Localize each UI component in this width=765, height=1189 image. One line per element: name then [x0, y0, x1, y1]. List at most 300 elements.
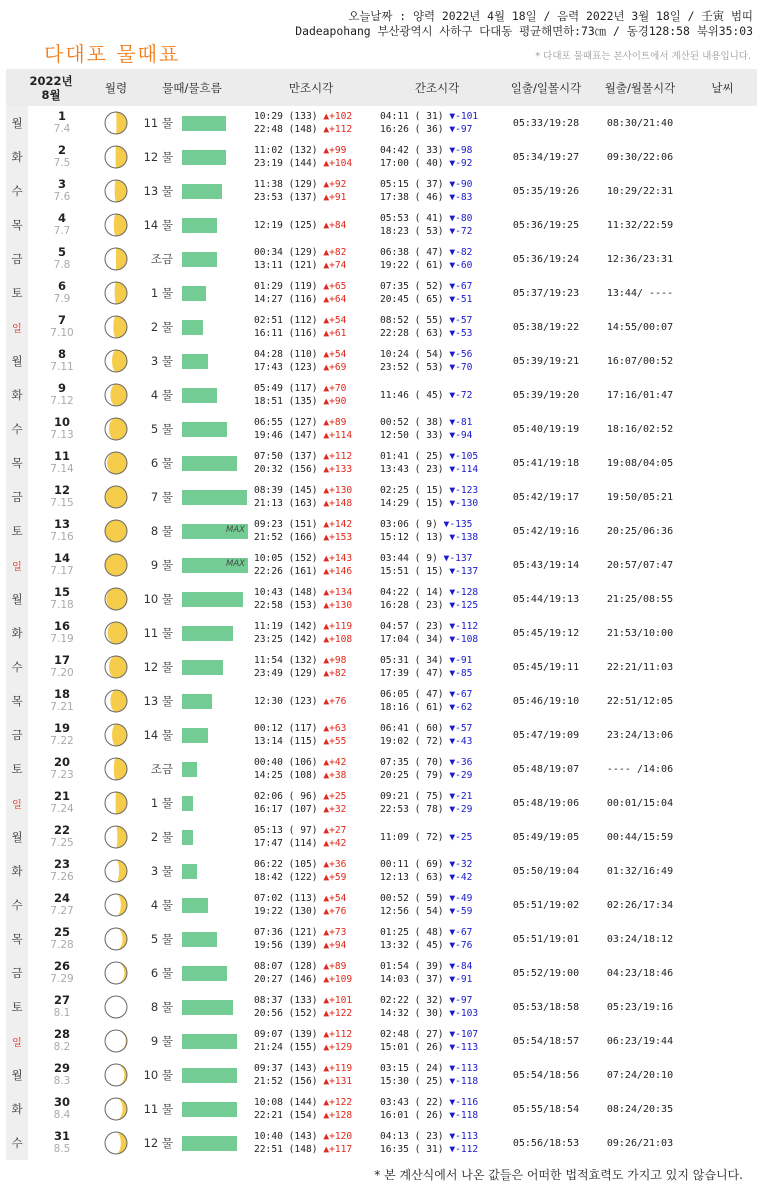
- day-of-week: 목: [6, 208, 28, 242]
- high-tide-cell: [248, 650, 374, 684]
- day-of-week: 토: [6, 276, 28, 310]
- low-tide-time: 04:57 ( 23): [380, 621, 444, 632]
- low-tide-time: 07:35 ( 52): [380, 281, 444, 292]
- moon-phase-icon: [96, 242, 136, 276]
- high-tide-diff: ▲+27: [323, 825, 347, 836]
- high-tide-diff: ▲+133: [323, 464, 353, 475]
- moon-phase-icon: [96, 140, 136, 174]
- date-cell: [28, 140, 96, 174]
- high-tide-diff: ▲+101: [323, 995, 353, 1006]
- tide-phase-name: 2 물: [150, 320, 173, 334]
- sunrise-sunset: 05:38/19:22: [512, 321, 580, 333]
- lunar-date: 7.20: [50, 667, 74, 679]
- moon-phase-icon: [96, 582, 136, 616]
- low-tide-diff: ▼-29: [449, 770, 473, 781]
- lunar-date: 8.5: [53, 1143, 71, 1155]
- moon-phase-icon: [96, 1092, 136, 1126]
- high-tide-diff: ▲+143: [323, 553, 353, 564]
- sunrise-sunset: 05:39/19:20: [512, 389, 580, 401]
- tide-phase-name: 4 물: [150, 898, 173, 912]
- day-of-week: 목: [6, 684, 28, 718]
- high-tide-time: 13:14 (115): [254, 736, 318, 747]
- table-header: [6, 69, 757, 106]
- table-row: [6, 650, 757, 684]
- sunrise-sunset: 05:35/19:26: [512, 185, 580, 197]
- day-of-week: 화: [6, 1092, 28, 1126]
- low-tide-diff: ▼-72: [449, 389, 473, 401]
- low-tide-time: 00:52 ( 59): [380, 893, 444, 904]
- table-row: [6, 786, 757, 820]
- tide-flow-bar: [182, 150, 226, 165]
- tide-flow-cell: [136, 922, 248, 956]
- solar-day: 31: [53, 1129, 70, 1143]
- low-tide-time: 16:01 ( 26): [380, 1110, 444, 1121]
- low-tide-time: 20:45 ( 65): [380, 294, 444, 305]
- high-tide-diff: ▲+112: [323, 1029, 353, 1040]
- high-tide-diff: ▲+63: [323, 723, 347, 734]
- low-tide-diff: ▼-105: [449, 451, 479, 462]
- tide-flow-bar: [182, 354, 208, 369]
- table-row: [6, 276, 757, 310]
- high-tide-cell: [248, 1024, 374, 1058]
- high-tide-time: 06:22 (105): [254, 859, 318, 870]
- solar-day: 30: [53, 1095, 70, 1109]
- tide-flow-bar: [182, 218, 217, 233]
- low-tide-diff: ▼-103: [449, 1008, 479, 1019]
- lunar-date: 7.12: [50, 395, 74, 407]
- low-tide-time: 05:53 ( 41): [380, 213, 444, 224]
- low-tide-cell: [374, 446, 500, 480]
- tide-flow-cell: [136, 310, 248, 344]
- solar-day: 21: [53, 789, 70, 803]
- tide-flow-bar: [182, 1034, 237, 1049]
- moonrise-moonset: 06:23/19:44: [606, 1035, 674, 1047]
- low-tide-cell: [374, 956, 500, 990]
- high-tide-cell: [248, 684, 374, 718]
- low-tide-diff: ▼-56: [449, 349, 473, 360]
- low-tide-cell: [374, 1126, 500, 1160]
- high-tide-time: 16:17 (107): [254, 804, 318, 815]
- low-tide-time: 15:01 ( 26): [380, 1042, 444, 1053]
- date-cell: [28, 718, 96, 752]
- high-tide-diff: ▲+91: [323, 192, 347, 203]
- moon-phase-icon: [96, 990, 136, 1024]
- sunrise-sunset: 05:42/19:16: [512, 525, 580, 537]
- table-row: [6, 990, 757, 1024]
- moonrise-moonset: 04:23/18:46: [606, 967, 674, 979]
- high-tide-diff: ▲+119: [323, 621, 353, 632]
- low-tide-diff: ▼-84: [449, 961, 473, 972]
- table-row: [6, 344, 757, 378]
- high-tide-diff: ▲+61: [323, 328, 347, 339]
- tide-flow-cell: [136, 956, 248, 990]
- high-tide-time: 19:46 (147): [254, 430, 318, 441]
- day-of-week: 금: [6, 480, 28, 514]
- moonrise-moonset: 16:07/00:52: [606, 355, 674, 367]
- table-row: [6, 140, 757, 174]
- low-tide-time: 03:43 ( 22): [380, 1097, 444, 1108]
- date-cell: [28, 820, 96, 854]
- tide-phase-name: 7 물: [150, 490, 173, 504]
- table-row: [6, 956, 757, 990]
- high-tide-diff: ▲+65: [323, 281, 347, 292]
- day-of-week: 화: [6, 616, 28, 650]
- day-of-week: 수: [6, 174, 28, 208]
- year-month-header: 2022년 8월: [6, 69, 96, 106]
- day-of-week: 목: [6, 446, 28, 480]
- solar-day: 17: [53, 653, 70, 667]
- high-tide-time: 08:37 (133): [254, 995, 318, 1006]
- tide-flow-bar: [182, 490, 247, 505]
- low-tide-time: 05:15 ( 37): [380, 179, 444, 190]
- high-tide-diff: ▲+69: [323, 362, 347, 373]
- moon-phase-icon: [96, 1126, 136, 1160]
- low-tide-cell: [374, 106, 500, 140]
- low-tide-time: 04:13 ( 23): [380, 1131, 444, 1142]
- low-tide-diff: ▼-135: [443, 519, 473, 530]
- low-tide-time: 17:04 ( 34): [380, 634, 444, 645]
- high-tide-cell: [248, 752, 374, 786]
- moon-phase-icon: [96, 684, 136, 718]
- low-tide-diff: ▼-51: [449, 294, 473, 305]
- low-tide-diff: ▼-72: [449, 226, 473, 237]
- low-tide-diff: ▼-49: [449, 893, 473, 904]
- tide-flow-bar: [182, 1136, 237, 1151]
- moonrise-moonset: 09:30/22:06: [606, 151, 674, 163]
- low-tide-diff: ▼-57: [449, 723, 473, 734]
- moonrise-moonset: ---- /14:06: [606, 763, 674, 775]
- low-tide-diff: ▼-42: [449, 872, 473, 883]
- weather-cell: [688, 344, 757, 378]
- lunar-date: 7.28: [50, 939, 74, 951]
- tide-phase-name: 조금: [150, 762, 173, 776]
- low-tide-time: 03:44 ( 9): [380, 553, 438, 564]
- tide-flow-cell: [136, 616, 248, 650]
- date-cell: [28, 582, 96, 616]
- weather-cell: [688, 582, 757, 616]
- moonrise-moonset: 17:16/01:47: [606, 389, 674, 401]
- day-of-week: 월: [6, 1058, 28, 1092]
- low-tide-time: 02:48 ( 27): [380, 1029, 444, 1040]
- high-tide-diff: ▲+117: [323, 1144, 353, 1155]
- weather-cell: [688, 990, 757, 1024]
- solar-day: 12: [53, 483, 70, 497]
- tide-phase-name: 3 물: [150, 354, 173, 368]
- high-tide-diff: ▲+146: [323, 566, 353, 577]
- high-tide-diff: ▲+59: [323, 872, 347, 883]
- weather-cell: [688, 446, 757, 480]
- date-cell: [28, 854, 96, 888]
- moon-phase-icon: [96, 480, 136, 514]
- low-tide-cell: [374, 684, 500, 718]
- high-tide-cell: [248, 106, 374, 140]
- weather-cell: [688, 514, 757, 548]
- high-tide-cell: [248, 208, 374, 242]
- tide-flow-bar: [182, 762, 197, 777]
- high-tide-diff: ▲+90: [323, 396, 347, 407]
- low-tide-diff: ▼-83: [449, 192, 473, 203]
- low-tide-cell: [374, 208, 500, 242]
- date-cell: [28, 446, 96, 480]
- sunrise-sunset: 05:51/19:01: [512, 933, 580, 945]
- solar-day: 20: [53, 755, 70, 769]
- weather-cell: [688, 208, 757, 242]
- high-tide-cell: [248, 956, 374, 990]
- high-tide-diff: ▲+92: [323, 179, 347, 190]
- high-tide-time: 20:56 (152): [254, 1008, 318, 1019]
- day-of-week: 월: [6, 582, 28, 616]
- moon-phase-icon: [96, 922, 136, 956]
- tide-flow-cell: [136, 582, 248, 616]
- tide-flow-bar: [182, 422, 227, 437]
- low-tide-time: 15:30 ( 25): [380, 1076, 444, 1087]
- lunar-date: 8.2: [53, 1041, 71, 1053]
- weather-cell: [688, 1126, 757, 1160]
- date-cell: [28, 412, 96, 446]
- max-label: MAX: [226, 524, 245, 535]
- solar-day: 4: [57, 211, 66, 225]
- sunrise-sunset: 05:41/19:18: [512, 457, 580, 469]
- table-row: [6, 310, 757, 344]
- tide-flow-bar: [182, 694, 212, 709]
- high-tide-cell: [248, 446, 374, 480]
- lunar-date: 7.29: [50, 973, 74, 985]
- solar-day: 1: [57, 109, 66, 123]
- tide-phase-name: 14 물: [143, 218, 173, 232]
- sunrise-sunset: 05:48/19:07: [512, 763, 580, 775]
- low-tide-diff: ▼-60: [449, 260, 473, 271]
- table-row: [6, 1092, 757, 1126]
- sunrise-sunset: 05:51/19:02: [512, 899, 580, 911]
- low-tide-cell: [374, 174, 500, 208]
- low-tide-time: 22:28 ( 63): [380, 328, 444, 339]
- low-tide-time: 04:11 ( 31): [380, 111, 444, 122]
- weather-cell: [688, 752, 757, 786]
- moon-phase-icon: [96, 208, 136, 242]
- high-tide-time: 12:19 (125): [254, 219, 318, 231]
- date-cell: [28, 106, 96, 140]
- tide-flow-cell: [136, 412, 248, 446]
- lunar-date: 8.1: [53, 1007, 71, 1019]
- low-tide-diff: ▼-32: [449, 859, 473, 870]
- sunrise-sunset: 05:39/19:21: [512, 355, 580, 367]
- day-of-week: 토: [6, 752, 28, 786]
- weather-cell: [688, 378, 757, 412]
- high-tide-time: 23:19 (144): [254, 158, 318, 169]
- low-tide-time: 11:46 ( 45): [380, 389, 444, 401]
- high-tide-cell: [248, 548, 374, 582]
- date-cell: [28, 548, 96, 582]
- low-tide-diff: ▼-108: [449, 634, 479, 645]
- low-tide-diff: ▼-138: [449, 532, 479, 543]
- moonrise-moonset: 03:24/18:12: [606, 933, 674, 945]
- sunrise-sunset: 05:50/19:04: [512, 865, 580, 877]
- high-tide-diff: ▲+128: [323, 1110, 353, 1121]
- weather-cell: [688, 174, 757, 208]
- high-tide-diff: ▲+25: [323, 791, 347, 802]
- today-date-line: 오늘날짜 : 양력 2022년 4월 18일 / 음력 2022년 3월 18일 / 壬寅 범띠: [348, 9, 753, 23]
- high-tide-diff: ▲+70: [323, 383, 347, 394]
- high-tide-time: 02:06 ( 96): [254, 791, 318, 802]
- weather-cell: [688, 854, 757, 888]
- lunar-date: 7.21: [50, 701, 74, 713]
- low-tide-cell: [374, 242, 500, 276]
- weather-cell: [688, 480, 757, 514]
- date-cell: [28, 1024, 96, 1058]
- date-cell: [28, 1058, 96, 1092]
- high-tide-time: 10:40 (143): [254, 1131, 318, 1142]
- high-tide-time: 21:52 (166): [254, 532, 318, 543]
- day-of-week: 수: [6, 650, 28, 684]
- weather-cell: [688, 310, 757, 344]
- low-tide-time: 14:32 ( 30): [380, 1008, 444, 1019]
- date-cell: [28, 514, 96, 548]
- low-tide-time: 17:39 ( 47): [380, 668, 444, 679]
- low-tide-cell: [374, 786, 500, 820]
- moon-phase-icon: [96, 412, 136, 446]
- solar-day: 18: [53, 687, 70, 701]
- low-tide-time: 15:12 ( 13): [380, 532, 444, 543]
- lunar-date: 7.23: [50, 769, 74, 781]
- solar-day: 14: [53, 551, 70, 565]
- high-tide-diff: ▲+76: [323, 906, 347, 917]
- tide-flow-bar: [182, 1102, 237, 1117]
- low-tide-diff: ▼-91: [449, 655, 473, 666]
- moonrise-moonset: 09:26/21:03: [606, 1137, 674, 1149]
- low-tide-cell: [374, 378, 500, 412]
- calc-note: * 다대포 물때표는 본사이트에서 계산된 내용입니다.: [535, 51, 751, 62]
- moon-phase-icon: [96, 276, 136, 310]
- low-tide-time: 12:50 ( 33): [380, 430, 444, 441]
- tide-flow-bar: [182, 388, 217, 403]
- lunar-date: 7.17: [50, 565, 74, 577]
- moon-phase-icon: [96, 786, 136, 820]
- weather-cell: [688, 718, 757, 752]
- low-tide-time: 15:51 ( 15): [380, 566, 444, 577]
- sunrise-sunset: 05:44/19:13: [512, 593, 580, 605]
- tide-flow-bar: [182, 830, 193, 845]
- high-tide-diff: ▲+120: [323, 1131, 353, 1142]
- moon-phase-icon: [96, 548, 136, 582]
- solar-day: 29: [53, 1061, 70, 1075]
- high-tide-diff: ▲+122: [323, 1097, 353, 1108]
- lunar-date: 8.4: [53, 1109, 71, 1121]
- low-tide-cell: [374, 344, 500, 378]
- high-tide-cell: [248, 820, 374, 854]
- low-tide-diff: ▼-114: [449, 464, 479, 475]
- moonrise-moonset: 18:16/02:52: [606, 423, 674, 435]
- tide-flow-bar: [182, 184, 222, 199]
- high-tide-diff: ▲+42: [323, 757, 347, 768]
- low-tide-diff: ▼-101: [449, 111, 479, 122]
- lunar-date: 7.9: [53, 293, 71, 305]
- high-tide-diff: ▲+112: [323, 124, 353, 135]
- low-tide-time: 14:29 ( 15): [380, 498, 444, 509]
- tide-flow-bar: [182, 1000, 233, 1015]
- day-of-week: 금: [6, 718, 28, 752]
- table-row: [6, 684, 757, 718]
- low-tide-diff: ▼-94: [449, 430, 473, 441]
- low-tide-diff: ▼-118: [449, 1110, 479, 1121]
- low-tide-cell: [374, 480, 500, 514]
- lunar-date: 7.15: [50, 497, 74, 509]
- high-tide-time: 11:54 (132): [254, 655, 318, 666]
- low-tide-cell: [374, 922, 500, 956]
- tide-flow-bar: [182, 966, 227, 981]
- low-tide-time: 09:21 ( 75): [380, 791, 444, 802]
- moonrise-moonset: 20:25/06:36: [606, 525, 674, 537]
- high-tide-time: 00:34 (129): [254, 247, 318, 258]
- tide-flow-cell: [136, 276, 248, 310]
- tide-flow-bar: [182, 898, 208, 913]
- tide-flow-bar: [182, 796, 193, 811]
- moonrise-moonset: 21:53/10:00: [606, 627, 674, 639]
- moon-phase-icon: [96, 514, 136, 548]
- day-of-week: 금: [6, 242, 28, 276]
- day-of-week: 목: [6, 922, 28, 956]
- sunrise-sunset: 05:43/19:14: [512, 559, 580, 571]
- tide-flow-cell: [136, 1092, 248, 1126]
- date-cell: [28, 1092, 96, 1126]
- sunrise-sunset: 05:45/19:12: [512, 627, 580, 639]
- lunar-date: 7.11: [50, 361, 74, 373]
- low-tide-time: 19:22 ( 61): [380, 260, 444, 271]
- moonrise-moonset: 08:30/21:40: [606, 117, 674, 129]
- low-tide-diff: ▼-112: [449, 1144, 479, 1155]
- low-tide-diff: ▼-137: [449, 566, 479, 577]
- low-tide-diff: ▼-57: [449, 315, 473, 326]
- date-cell: [28, 786, 96, 820]
- solar-day: 19: [53, 721, 70, 735]
- tide-flow-bar: [182, 252, 217, 267]
- lunar-date: 7.5: [53, 157, 71, 169]
- high-tide-time: 20:32 (156): [254, 464, 318, 475]
- low-tide-diff: ▼-130: [449, 498, 479, 509]
- weather-cell: [688, 1024, 757, 1058]
- moonrise-moonset: 10:29/22:31: [606, 185, 674, 197]
- high-tide-cell: [248, 854, 374, 888]
- low-tide-diff: ▼-29: [449, 804, 473, 815]
- high-tide-diff: ▲+64: [323, 294, 347, 305]
- table-row: [6, 922, 757, 956]
- high-tide-time: 14:27 (116): [254, 294, 318, 305]
- sunrise-sunset: 05:34/19:27: [512, 151, 580, 163]
- high-tide-cell: [248, 344, 374, 378]
- high-tide-cell: [248, 922, 374, 956]
- tide-phase-name: 1 물: [150, 796, 173, 810]
- low-tide-diff: ▼-118: [449, 1076, 479, 1087]
- solar-day: 6: [57, 279, 66, 293]
- sunrise-sunset: 05:54/18:57: [512, 1035, 580, 1047]
- date-cell: [28, 310, 96, 344]
- solar-day: 5: [57, 245, 66, 259]
- high-tide-time: 11:19 (142): [254, 621, 318, 632]
- low-tide-time: 10:24 ( 54): [380, 349, 444, 360]
- moon-phase-icon: [96, 650, 136, 684]
- lunar-date: 7.27: [50, 905, 74, 917]
- day-of-week: 일: [6, 1024, 28, 1058]
- day-of-week: 수: [6, 888, 28, 922]
- tide-flow-bar: [182, 592, 243, 607]
- high-tide-time: 13:11 (121): [254, 260, 318, 271]
- date-info: [295, 9, 753, 38]
- moonrise-moonset: 20:57/07:47: [606, 559, 674, 571]
- tide-phase-name: 9 물: [150, 1034, 173, 1048]
- low-tide-diff: ▼-113: [449, 1131, 479, 1142]
- date-cell: [28, 752, 96, 786]
- table-row: [6, 174, 757, 208]
- date-cell: [28, 480, 96, 514]
